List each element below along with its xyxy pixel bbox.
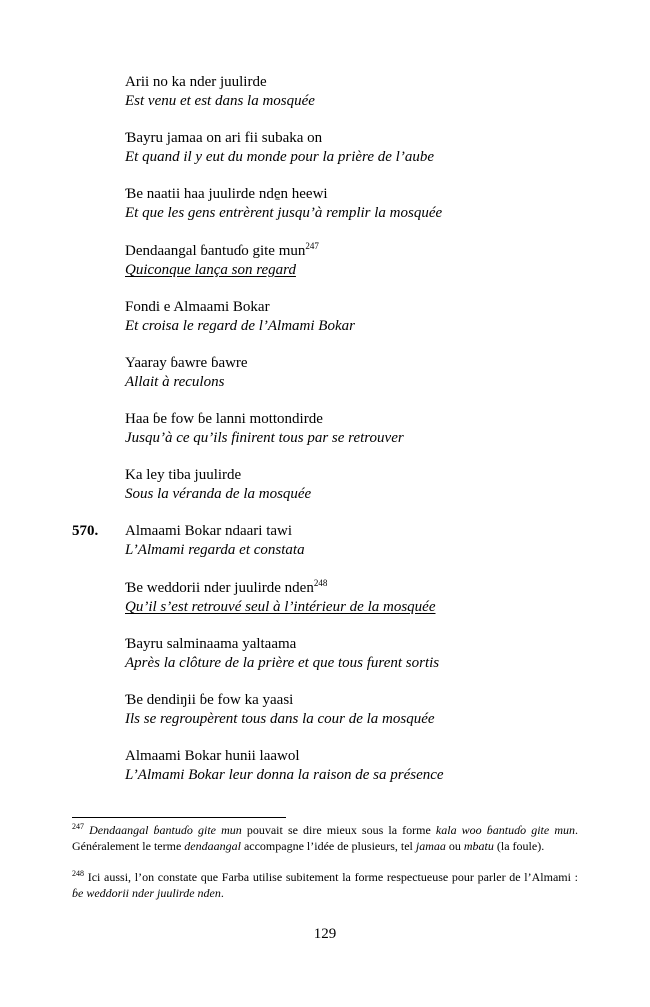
french-line: Sous la véranda de la mosquée xyxy=(125,486,312,502)
footnote-text: (la foule). xyxy=(493,838,545,853)
footnote-alt-form: kala woo ɓantuɗo gite mun xyxy=(435,823,575,837)
stanza-12 xyxy=(125,691,595,729)
footnote-248 xyxy=(72,870,578,901)
french-line: Allait à reculons xyxy=(125,374,225,390)
footnote-phrase: Dendaangal ɓantuɗo gite mun xyxy=(89,823,242,837)
stanza-11 xyxy=(125,635,595,673)
fula-line: Fondi e Almaami Bokar xyxy=(125,299,270,315)
footnote-text: ou xyxy=(445,838,464,853)
fula-text: Ɓe weddorii nder juulirde nden xyxy=(125,580,314,596)
footnote-text: accompagne l’idée de plusieurs, tel xyxy=(240,838,416,853)
footnote-separator xyxy=(72,817,286,818)
fula-line xyxy=(125,579,595,598)
stanza-6 xyxy=(125,354,595,392)
french-line: Ils se regroupèrent tous dans la cour de la mosquée xyxy=(125,711,435,727)
footnote-text: Ici aussi, l’on constate que Farba utilise subitement la forme respectueuse pour parler de l’Almami : xyxy=(84,870,578,884)
fula-line: Almaami Bokar ndaari tawi xyxy=(125,523,293,539)
footnote-ref-248[interactable]: 248 xyxy=(313,578,328,588)
footnote-number: 248 xyxy=(72,869,84,878)
fula-line: Ɓayru jamaa on ari fii subaka on xyxy=(125,130,323,146)
french-line: Après la clôture de la prière et que tous furent sortis xyxy=(125,655,440,671)
stanza-4 xyxy=(125,242,595,280)
french-line: L’Almami regarda et constata xyxy=(125,542,305,558)
stanza-8 xyxy=(125,466,595,504)
french-line: Quiconque lança son regard xyxy=(125,262,296,278)
stanza-7 xyxy=(125,410,595,448)
fula-line: Ɓe dendiŋii ɓe fow ka yaasi xyxy=(125,692,294,708)
fula-line: Haa ɓe fow ɓe lanni mottondirde xyxy=(125,411,323,427)
french-line: Est venu et est dans la mosquée xyxy=(125,93,315,109)
fula-line: Ka ley tiba juulirde xyxy=(125,467,242,483)
stanza-5 xyxy=(125,298,595,336)
french-line: L’Almami Bokar leur donna la raison de sa présence xyxy=(125,767,444,783)
footnote-247 xyxy=(72,823,578,854)
footnote-number: 247 xyxy=(72,822,84,831)
footnote-ref-247[interactable]: 247 xyxy=(305,241,319,251)
stanza-3 xyxy=(125,185,595,223)
fula-line: Yaaray ɓawre ɓawre xyxy=(125,355,248,371)
stanza-1 xyxy=(125,73,595,111)
footnote-word: jamaa xyxy=(415,838,446,853)
fula-line xyxy=(125,242,595,261)
stanza-9 xyxy=(125,522,595,560)
french-line: Et que les gens entrèrent jusqu’à remplir la mosquée xyxy=(125,205,443,221)
footnote-text: . xyxy=(220,885,224,900)
stanza-10 xyxy=(125,579,595,617)
french-line: Jusqu’à ce qu’ils finirent tous par se retrouver xyxy=(125,430,404,446)
fula-line: Almaami Bokar hunii laawol xyxy=(125,748,300,764)
footnote-word: mbatu xyxy=(463,838,494,853)
footnote-quote: ɓe weddorii nder juulirde nden xyxy=(72,885,221,900)
verse-number: 570. xyxy=(72,523,99,539)
footnote-text: pouvait se dire mieux sous la forme xyxy=(241,823,436,837)
french-line: Et quand il y eut du monde pour la prière de l’aube xyxy=(125,149,434,165)
page-number: 129 xyxy=(313,926,337,942)
fula-line: Arii no ka nder juulirde xyxy=(125,74,267,90)
fula-text: Dendaangal ɓantuɗo gite mun xyxy=(125,243,306,259)
fula-line: Ɓe naatii haa juulirde nde̱n heewi xyxy=(125,186,328,202)
fula-line: Ɓayru salminaama yaltaama xyxy=(125,636,297,652)
footnote-term: dendaangal xyxy=(184,838,241,853)
french-line: Et croisa le regard de l’Almami Bokar xyxy=(125,318,355,334)
stanza-2 xyxy=(125,129,595,167)
footnote-text: . Généralement le terme xyxy=(72,823,578,853)
french-line: Qu’il s’est retrouvé seul à l’intérieur de la mosquée xyxy=(125,599,436,615)
stanza-13 xyxy=(125,747,595,785)
